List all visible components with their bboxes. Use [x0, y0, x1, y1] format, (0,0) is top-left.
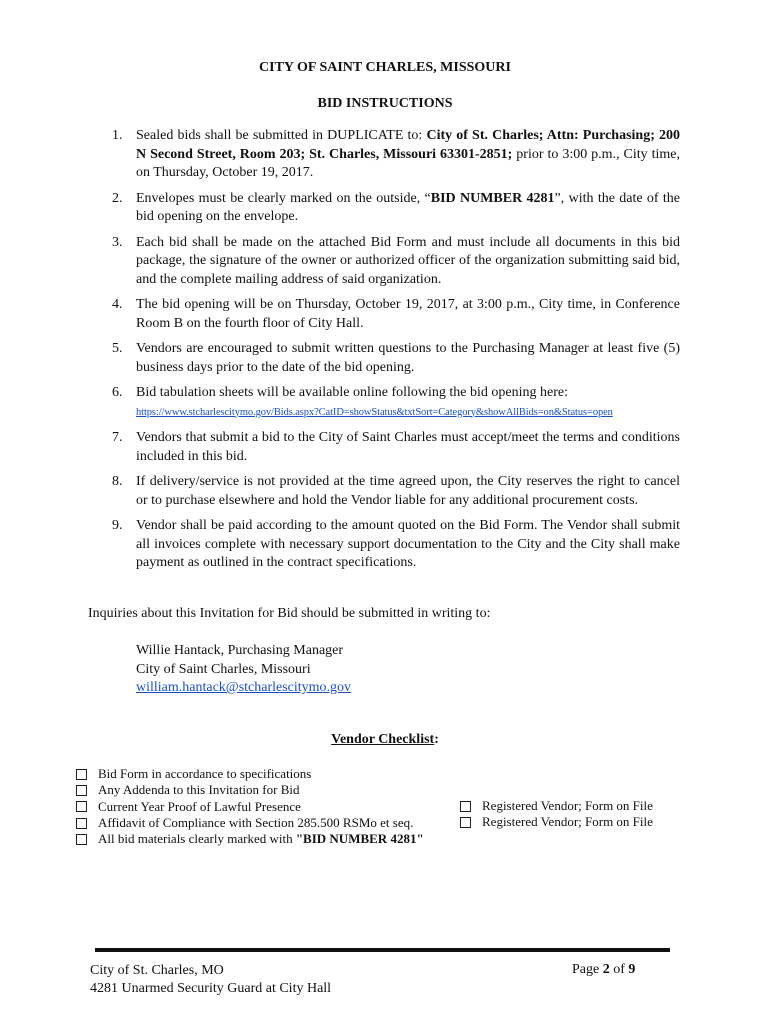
checkbox[interactable]: [460, 817, 471, 828]
item-number: 4.: [112, 297, 123, 312]
item-text: ”, with the date of the bid opening on the envelope.: [136, 190, 680, 224]
checklist-item: [76, 799, 424, 815]
checklist-item: [76, 766, 424, 782]
checkbox[interactable]: [460, 801, 471, 812]
instruction-item: [108, 340, 680, 377]
item-text: Vendors that submit a bid to the City of Saint Charles must accept/meet the terms and conditions included in this bid.: [136, 430, 680, 464]
contact-org: City of Saint Charles, Missouri: [136, 661, 311, 677]
checkbox[interactable]: [76, 818, 87, 829]
item-number: 9.: [112, 518, 123, 533]
page-current: 2: [602, 962, 610, 977]
checklist-label-bold: "BID NUMBER 4281": [295, 831, 424, 847]
item-number: 1.: [112, 128, 123, 143]
contact-block: [136, 642, 351, 698]
checklist-label: Bid Form in accordance to specifications: [98, 766, 312, 781]
instruction-item: [108, 234, 680, 290]
section-heading: BID INSTRUCTIONS: [317, 96, 453, 111]
item-text: Vendors are encouraged to submit written questions to the Purchasing Manager at least five (5) business days prior to the date of the bid opening.: [136, 341, 680, 375]
checklist-label: Affidavit of Compliance with Section 285.500 RSMo et seq.: [98, 814, 414, 830]
bid-tabulation-link[interactable]: https://www.stcharlescitymo.gov/Bids.aspx?CatID=showStatus&txtSort=Category&showAllBids=on&Status=open: [136, 406, 613, 418]
footer-left: [90, 962, 331, 998]
item-number: 6.: [112, 385, 123, 400]
inquiries-text: Inquiries about this Invitation for Bid should be submitted in writing to:: [88, 606, 491, 621]
checklist-left: [76, 766, 424, 847]
footer-bid-title: 4281 Unarmed Security Guard at City Hall: [90, 981, 332, 996]
checklist-label: Registered Vendor; Form on File: [482, 798, 653, 813]
item-text: The bid opening will be on Thursday, October 19, 2017, at 3:00 p.m., City time, in Conference Room B on the fourth floor of City Hall.: [136, 297, 680, 331]
page-of: of: [609, 962, 629, 977]
checklist-label: Current Year Proof of Lawful Presence: [98, 798, 301, 814]
checklist-title-colon: :: [434, 732, 439, 747]
contact-name: Willie Hantack, Purchasing Manager: [136, 643, 344, 658]
item-text: Each bid shall be made on the attached Bid Form and must include all documents in this bid package, the signature of the owner or authorized officer of the organization submitting said bid, and the complete mailing address of said organization.: [136, 234, 680, 287]
item-text: Sealed bids shall be submitted in DUPLICATE to:: [136, 128, 427, 143]
checklist-right: [460, 798, 653, 831]
checklist-item: [76, 782, 424, 798]
checklist-item: [460, 798, 653, 814]
checklist-label: All bid materials clearly marked with: [98, 831, 296, 847]
checkbox[interactable]: [76, 834, 87, 845]
instruction-item: [108, 190, 680, 227]
page-prefix: Page: [572, 962, 603, 977]
checkbox[interactable]: [76, 769, 87, 780]
item-number: 3.: [112, 234, 123, 250]
contact-email-link[interactable]: william.hantack@stcharlescitymo.gov: [136, 680, 352, 695]
checklist-title: [0, 732, 770, 748]
item-number: 8.: [112, 474, 123, 489]
footer-divider: [95, 948, 670, 952]
instruction-item: [108, 517, 680, 573]
checklist-item: [460, 814, 653, 830]
document-title: CITY OF SAINT CHARLES, MISSOURI: [259, 60, 511, 75]
item-text: Vendor shall be paid according to the amount quoted on the Bid Form. The Vendor shall submit all invoices complete with necessary support documentation to the City and the City shall make payment as outlined in the contract specifications.: [136, 518, 680, 570]
footer-city: City of St. Charles, MO: [90, 963, 224, 978]
item-bold-text: BID NUMBER 4281: [430, 190, 555, 206]
checkbox[interactable]: [76, 801, 87, 812]
item-bold-text: City of St. Charles; Attn: Purchasing; 200 N Second Street, Room 203; St. Charles, Missouri 63301-2851;: [136, 128, 681, 162]
checklist-label: Registered Vendor; Form on File: [482, 814, 653, 830]
item-text: Bid tabulation sheets will be available online following the bid opening here:: [136, 385, 568, 400]
item-text: prior to 3:00 p.m., City time, on Thursday, October 19, 2017.: [136, 146, 680, 180]
item-text: If delivery/service is not provided at the time agreed upon, the City reserves the right to cancel or to purchase elsewhere and hold the Vendor liable for any additional procurement costs.: [136, 474, 680, 508]
instruction-item: [108, 429, 680, 466]
instructions-list: [108, 127, 680, 580]
checklist-label: Any Addenda to this Invitation for Bid: [98, 782, 300, 798]
item-number: 5.: [112, 341, 123, 356]
instruction-item: [108, 384, 680, 422]
page-number: [572, 962, 635, 978]
item-number: 2.: [112, 190, 123, 206]
instruction-item: [108, 473, 680, 510]
instruction-item: [108, 296, 680, 333]
item-number: 7.: [112, 430, 123, 445]
item-text: Envelopes must be clearly marked on the outside, “: [136, 190, 431, 206]
checklist-item: [76, 831, 424, 847]
checklist-item: [76, 815, 424, 831]
checkbox[interactable]: [76, 785, 87, 796]
checklist-title-text: Vendor Checklist: [331, 732, 435, 747]
page-total: 9: [628, 962, 636, 977]
instruction-item: [108, 127, 680, 183]
